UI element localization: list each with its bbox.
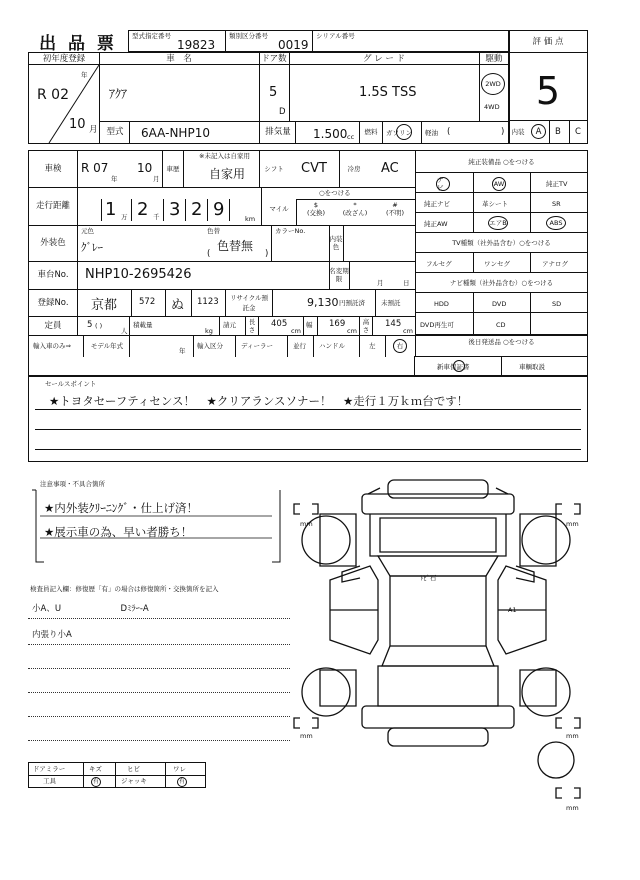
notes-label: 注意事項・不具合箇所	[40, 480, 105, 488]
docs-row: 新車保証書 車輌取説	[414, 356, 588, 376]
height-value: 145	[385, 319, 402, 329]
car-name-label: 車 名	[166, 54, 192, 64]
equipment-panel: 純正装備品 ○をつける ナビ AW 純正TV 純正ナビ 革シート SR 純正AW エアB ABS TV種類（社外品含む）○をつける フルセグ ワンセグ アナログ ナビ種類（社外品含む）○をつける HDD DVD SD DVD再生可 CD 後日発送品 ○をつける	[416, 151, 587, 357]
shift-value: CVT	[301, 161, 327, 176]
odo-digit-5: 9	[213, 199, 225, 220]
note-line-2: ★展示車の為、早い者勝ち！	[44, 525, 193, 539]
original-color-value: ｸﾞﾚｰ	[81, 241, 103, 254]
vehicle-detail-table: 車検 R 07 年 10 月 車歴 ※未記入は自家用 自家用 シフト CVT 冷房 AC 走行距離 1 万 2 千 3 2 9 km マイル ○をつける $ (交換) * (改ざん) # (不明) 外装色 元色 ｸﾞﾚｰ 色替 色替無 ( ) カラーNo. 内装色 車台No. NHP10-2695426 名変期限 月 日 登録No. 京都 572 ぬ 1123 リサイクル預託金 9,130 円預託済 未預託 定員 5 ( ) 人 積載量 kg 請元 長さ 405 cm 幅 169 cm 高さ 145 cm 輸入車のみ⇒ モデル年式 年 輸入区分 ディーラー 並行 ハンドル 左 右 純正装備品 ○をつける ナビ AW 純正TV 純正ナビ 革シート SR 純正AW エアB ABS TV種類（社外品含む）○をつける フルセグ ワンセグ アナログ ナビ種類（社外品含む）○をつける HDD DVD SD DVD再生可 CD 後日発送品 ○をつける	[28, 150, 588, 376]
equip-abs-circled: ABS	[546, 216, 566, 230]
legend-table: ドアミラー キズ ヒビ ワレ 工具 有 ジャッキ 有	[28, 762, 206, 788]
equip-navi-circled: ナビ	[436, 177, 450, 191]
fuel-circle-mark	[396, 124, 412, 140]
inspection-year: R 07	[81, 161, 109, 175]
width-value: 169	[329, 319, 346, 329]
capacity-value: 5	[87, 320, 93, 330]
car-damage-diagram	[290, 470, 590, 810]
reg-kana: ぬ	[171, 298, 185, 313]
first-reg-month: 10	[69, 117, 86, 132]
ac-value: AC	[381, 161, 399, 176]
grade-label: グ レ ー ド	[362, 54, 406, 64]
sales-point-text: ★トヨタセーフティセンス！ ★クリアランスソナー！ ★走行１万ｋｍ台です！	[49, 394, 469, 408]
form-title: 出 品 票	[39, 33, 117, 54]
vehicle-history-value: 自家用	[209, 167, 246, 181]
odo-digit-1: 1	[105, 199, 117, 220]
grade-value: 1.5S TSS	[359, 85, 417, 100]
tools-present-circled: 有	[92, 778, 99, 785]
odo-digit-2: 2	[137, 199, 149, 220]
jack-present-circled: 有	[178, 778, 185, 785]
inspector-line-1: 小A、U Dﾐﾗｰ-A	[32, 604, 149, 614]
inspector-line-2: 内張り小A	[32, 630, 72, 640]
first-reg-label: 初年度登録	[42, 54, 86, 64]
reg-prefecture: 京都	[91, 298, 118, 313]
length-value: 405	[271, 319, 288, 329]
equip-airbag-circled: エアB	[488, 216, 508, 230]
equip-aw-circled: AW	[492, 177, 506, 191]
odometer: 1 万 2 千 3 2 9 km	[79, 191, 259, 223]
sales-point-box: セールスポイント ★トヨタセーフティセンス！ ★クリアランスソナー！ ★走行１万ｋｍ台です！	[28, 376, 588, 462]
class-box: 類別区分番号 0019	[225, 30, 313, 52]
handle-right-circled: 右	[393, 339, 407, 353]
displacement-value: 1.500	[313, 127, 348, 141]
odo-digit-3: 3	[169, 199, 181, 220]
score-label: 評 価 点	[509, 31, 587, 53]
inspection-month: 10	[137, 161, 153, 175]
reg-class: 572	[139, 297, 156, 307]
note-line-1: ★内外装ｸﾘｰﾆﾝｸﾞ・仕上げ済！	[44, 501, 199, 515]
model-cert-number: 19823	[177, 38, 216, 52]
interior-rating: 内装 A B C	[508, 120, 588, 144]
color-change-value: 色替無	[217, 239, 254, 253]
drive-2wd-circled: 2WD	[481, 73, 505, 95]
drive-4wd: 4WD	[484, 103, 500, 111]
first-reg-year: R 02	[37, 87, 69, 103]
diagram-label-roof: ﾄﾋﾞ石	[420, 574, 437, 582]
inspector-label: 検査員記入欄：修復歴「有」の場合は修復箇所・交換箇所を記入	[30, 585, 219, 593]
model-cert-box: 型式指定番号 19823	[128, 30, 226, 52]
serial-box: シリアル番号	[312, 30, 510, 52]
fuel-gasoline: ガソリン	[386, 129, 412, 137]
doors-value: 5	[269, 85, 278, 100]
odo-digit-4: 2	[191, 199, 203, 220]
class-number: 0019	[278, 38, 309, 52]
model-type-value: 6AA-NHP10	[141, 126, 210, 140]
vehicle-basic-table: 初年度登録 車 名 ドア数 グ レ ー ド 駆動 年 R 02 10 月 ｱｸｱ 5 D 1.5S TSS 2WD 4WD 型式 6AA-NHP10 排気量 1.500 cc 燃料 ガソリン 軽油 ( )	[28, 52, 510, 144]
doors-label: ドア数	[261, 54, 287, 64]
reg-number: 1123	[197, 297, 219, 307]
interior-grade-a: A	[531, 124, 546, 139]
recycle-fee: 9,130	[307, 296, 339, 309]
header-row	[28, 30, 588, 54]
chassis-number: NHP10-2695426	[85, 267, 192, 282]
drive-label: 駆動	[485, 54, 503, 64]
warranty-circle-mark	[453, 360, 465, 372]
diagram-label-a1: A1	[508, 606, 517, 614]
score-value: 5	[535, 69, 561, 113]
docs-warranty: 新車保証書	[437, 363, 470, 371]
car-name-value: ｱｸｱ	[109, 87, 128, 101]
